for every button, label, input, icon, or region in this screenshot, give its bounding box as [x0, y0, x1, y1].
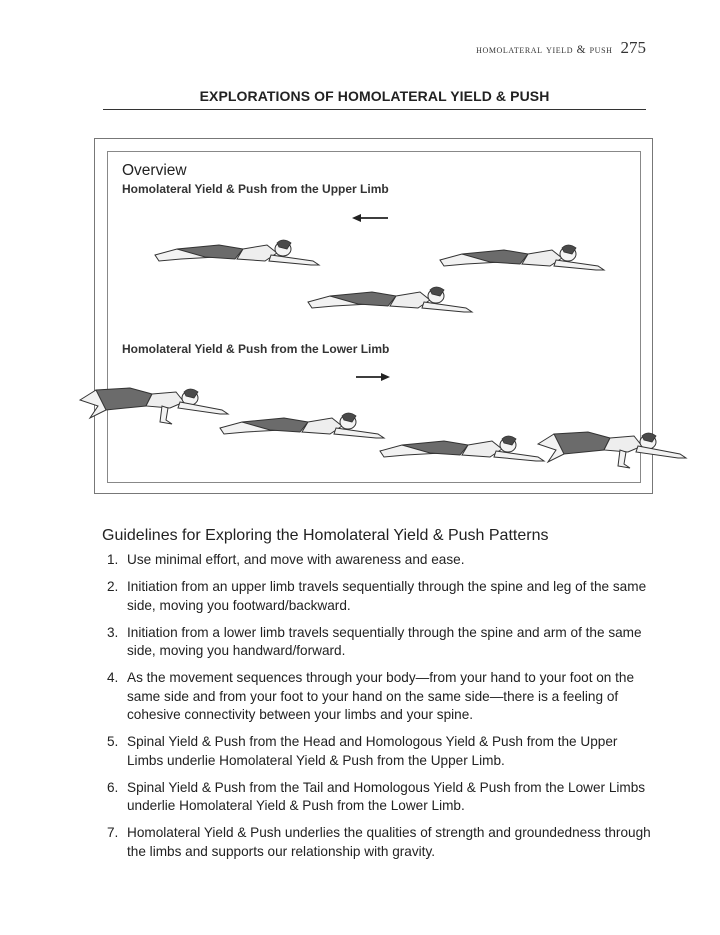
guideline-number: 5.	[107, 734, 119, 749]
figure-frame-inner	[107, 151, 641, 483]
lower-limb-caption: Homolateral Yield & Push from the Lower Limb	[122, 342, 390, 356]
guideline-number: 1.	[107, 552, 119, 567]
guideline-item	[104, 669, 654, 725]
guideline-item	[104, 551, 654, 570]
page-number: 275	[620, 38, 646, 57]
guideline-number: 2.	[107, 579, 119, 594]
guideline-text: Use minimal effort, and move with awareness and ease.	[127, 552, 465, 567]
upper-limb-caption: Homolateral Yield & Push from the Upper Limb	[122, 182, 389, 196]
guideline-text: Spinal Yield & Push from the Tail and Homologous Yield & Push from the Lower Limbs underlie Homolateral Yield & Push from the Lower Limb.	[127, 779, 646, 813]
guideline-item	[104, 824, 654, 861]
guideline-item	[104, 779, 654, 816]
running-title: homolateral yield & push	[476, 44, 613, 56]
guideline-item	[104, 578, 654, 615]
guideline-text: Initiation from a lower limb travels sequentially through the spine and arm of the same side, moving you handward/forward.	[127, 624, 642, 658]
guideline-number: 4.	[107, 670, 119, 685]
guideline-text: Initiation from an upper limb travels sequentially through the spine and leg of the same side, moving you footward/backward.	[127, 579, 647, 613]
guidelines-title: Guidelines for Exploring the Homolateral Yield & Push Patterns	[102, 527, 549, 544]
guideline-number: 7.	[107, 825, 119, 840]
running-head	[476, 38, 646, 58]
figure-overview-label: Overview	[122, 162, 187, 179]
guideline-text: Homolateral Yield & Push underlies the qualities of strength and groundedness through the limbs and supports our relationship with gravity.	[127, 825, 651, 859]
guideline-text: As the movement sequences through your body—from your hand to your foot on the same side and from your foot to your hand on the same side—there is a feeling of cohesive connectivity between your limbs and your spine.	[127, 670, 635, 722]
guideline-item	[104, 624, 654, 661]
guideline-item	[104, 733, 654, 770]
section-title: EXPLORATIONS OF HOMOLATERAL YIELD & PUSH	[103, 88, 646, 110]
guidelines-list	[104, 551, 654, 870]
guideline-text: Spinal Yield & Push from the Head and Homologous Yield & Push from the Upper Limbs underlie Homolateral Yield & Push from the Upper Limb.	[127, 734, 618, 768]
guideline-number: 3.	[107, 624, 119, 640]
guideline-number: 6.	[107, 779, 119, 795]
